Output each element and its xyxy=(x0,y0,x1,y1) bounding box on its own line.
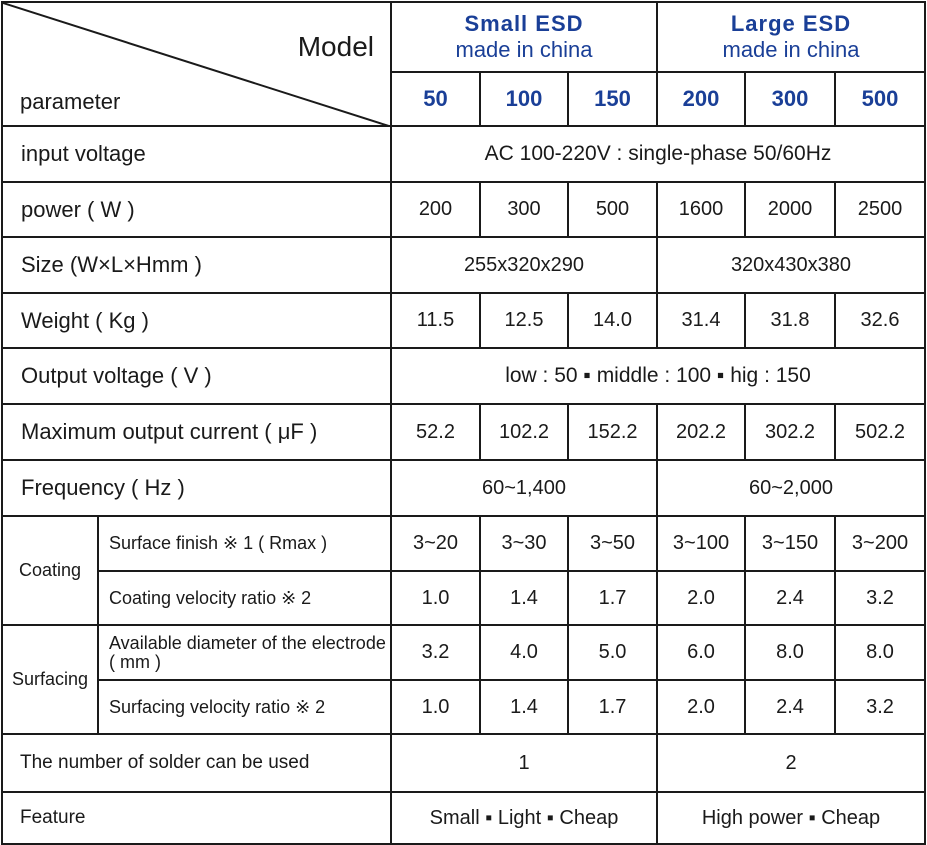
row-label: power ( W ) xyxy=(2,182,391,237)
row-label: Coating velocity ratio ※ 2 xyxy=(98,571,391,625)
row-output-voltage xyxy=(2,348,925,404)
value-cell: 31.4 xyxy=(657,293,745,348)
row-input-voltage xyxy=(2,126,925,182)
value-cell: 6.0 xyxy=(657,625,745,680)
value-cell: 1.4 xyxy=(480,680,568,734)
value-cell: 3~200 xyxy=(835,516,925,571)
value-cell: 31.8 xyxy=(745,293,835,348)
value-cell-small: Small ▪ Light ▪ Cheap xyxy=(391,792,657,844)
header-row-groups xyxy=(2,2,925,72)
coating-group-label: Coating xyxy=(2,516,98,625)
value-cell: 302.2 xyxy=(745,404,835,460)
value-cell: 4.0 xyxy=(480,625,568,680)
row-size xyxy=(2,237,925,293)
parameter-header-label: parameter xyxy=(20,89,121,114)
model-number-cell: 150 xyxy=(568,72,657,126)
row-max-current xyxy=(2,404,925,460)
value-cell: 3~100 xyxy=(657,516,745,571)
value-cell-large: 320x430x380 xyxy=(657,237,925,293)
value-cell: 102.2 xyxy=(480,404,568,460)
value-cell: 1.0 xyxy=(391,680,480,734)
value-cell: 3~50 xyxy=(568,516,657,571)
row-label: Output voltage ( V ) xyxy=(2,348,391,404)
value-cell: 2.0 xyxy=(657,680,745,734)
row-label: Surfacing velocity ratio ※ 2 xyxy=(98,680,391,734)
value-cell: 2000 xyxy=(745,182,835,237)
value-cell: 1.4 xyxy=(480,571,568,625)
value-cell: 32.6 xyxy=(835,293,925,348)
value-cell-small: 60~1,400 xyxy=(391,460,657,516)
value-cell: 500 xyxy=(568,182,657,237)
model-number-cell: 100 xyxy=(480,72,568,126)
value-cell: 11.5 xyxy=(391,293,480,348)
row-label: Feature xyxy=(2,792,391,844)
value-cell: 202.2 xyxy=(657,404,745,460)
row-feature xyxy=(2,792,925,844)
row-surfacing-velocity xyxy=(2,680,925,734)
row-label: Frequency ( Hz ) xyxy=(2,460,391,516)
model-number-cell: 50 xyxy=(391,72,480,126)
value-cell: low : 50 ▪ middle : 100 ▪ hig : 150 xyxy=(391,348,925,404)
value-cell: 3.2 xyxy=(835,571,925,625)
value-cell: 3~20 xyxy=(391,516,480,571)
large-esd-origin: made in china xyxy=(722,37,860,62)
row-weight xyxy=(2,293,925,348)
row-power xyxy=(2,182,925,237)
surfacing-group-label: Surfacing xyxy=(2,625,98,734)
row-label: Size (W×L×Hmm ) xyxy=(2,237,391,293)
value-cell: 3.2 xyxy=(835,680,925,734)
row-frequency xyxy=(2,460,925,516)
value-cell: 52.2 xyxy=(391,404,480,460)
row-label: The number of solder can be used xyxy=(2,734,391,792)
row-label: input voltage xyxy=(2,126,391,182)
value-cell: 12.5 xyxy=(480,293,568,348)
value-cell: 5.0 xyxy=(568,625,657,680)
spec-table xyxy=(1,1,926,845)
value-cell: 8.0 xyxy=(835,625,925,680)
value-cell: 14.0 xyxy=(568,293,657,348)
value-cell: 2500 xyxy=(835,182,925,237)
value-cell: 300 xyxy=(480,182,568,237)
value-cell: 152.2 xyxy=(568,404,657,460)
value-cell: 1.7 xyxy=(568,680,657,734)
value-cell: 1600 xyxy=(657,182,745,237)
row-coating-velocity xyxy=(2,571,925,625)
value-cell: 8.0 xyxy=(745,625,835,680)
value-cell: 2.4 xyxy=(745,680,835,734)
value-cell: 1.7 xyxy=(568,571,657,625)
model-header-label: Model xyxy=(297,31,374,62)
value-cell: AC 100-220V : single-phase 50/60Hz xyxy=(391,126,925,182)
large-esd-group-header xyxy=(657,2,925,72)
value-cell: 2.0 xyxy=(657,571,745,625)
value-cell-small: 1 xyxy=(391,734,657,792)
value-cell: 1.0 xyxy=(391,571,480,625)
value-cell-large: 2 xyxy=(657,734,925,792)
small-esd-origin: made in china xyxy=(455,37,593,62)
value-cell-large: High power ▪ Cheap xyxy=(657,792,925,844)
large-esd-name: Large ESD xyxy=(730,11,852,36)
value-cell: 3~150 xyxy=(745,516,835,571)
row-electrode-diameter xyxy=(2,625,925,680)
value-cell: 3.2 xyxy=(391,625,480,680)
row-solder-count xyxy=(2,734,925,792)
value-cell: 3~30 xyxy=(480,516,568,571)
small-esd-group-header xyxy=(391,2,657,72)
model-number-cell: 300 xyxy=(745,72,835,126)
row-label: Available diameter of the electrode ( mm ) xyxy=(98,625,391,680)
value-cell: 2.4 xyxy=(745,571,835,625)
row-label: Surface finish ※ 1 ( Rmax ) xyxy=(98,516,391,571)
row-label: Maximum output current ( μF ) xyxy=(2,404,391,460)
row-label: Weight ( Kg ) xyxy=(2,293,391,348)
corner-header-cell xyxy=(2,2,391,126)
small-esd-name: Small ESD xyxy=(464,11,584,36)
model-number-cell: 500 xyxy=(835,72,925,126)
value-cell-large: 60~2,000 xyxy=(657,460,925,516)
model-number-cell: 200 xyxy=(657,72,745,126)
value-cell: 200 xyxy=(391,182,480,237)
row-surface-finish xyxy=(2,516,925,571)
value-cell: 502.2 xyxy=(835,404,925,460)
value-cell-small: 255x320x290 xyxy=(391,237,657,293)
